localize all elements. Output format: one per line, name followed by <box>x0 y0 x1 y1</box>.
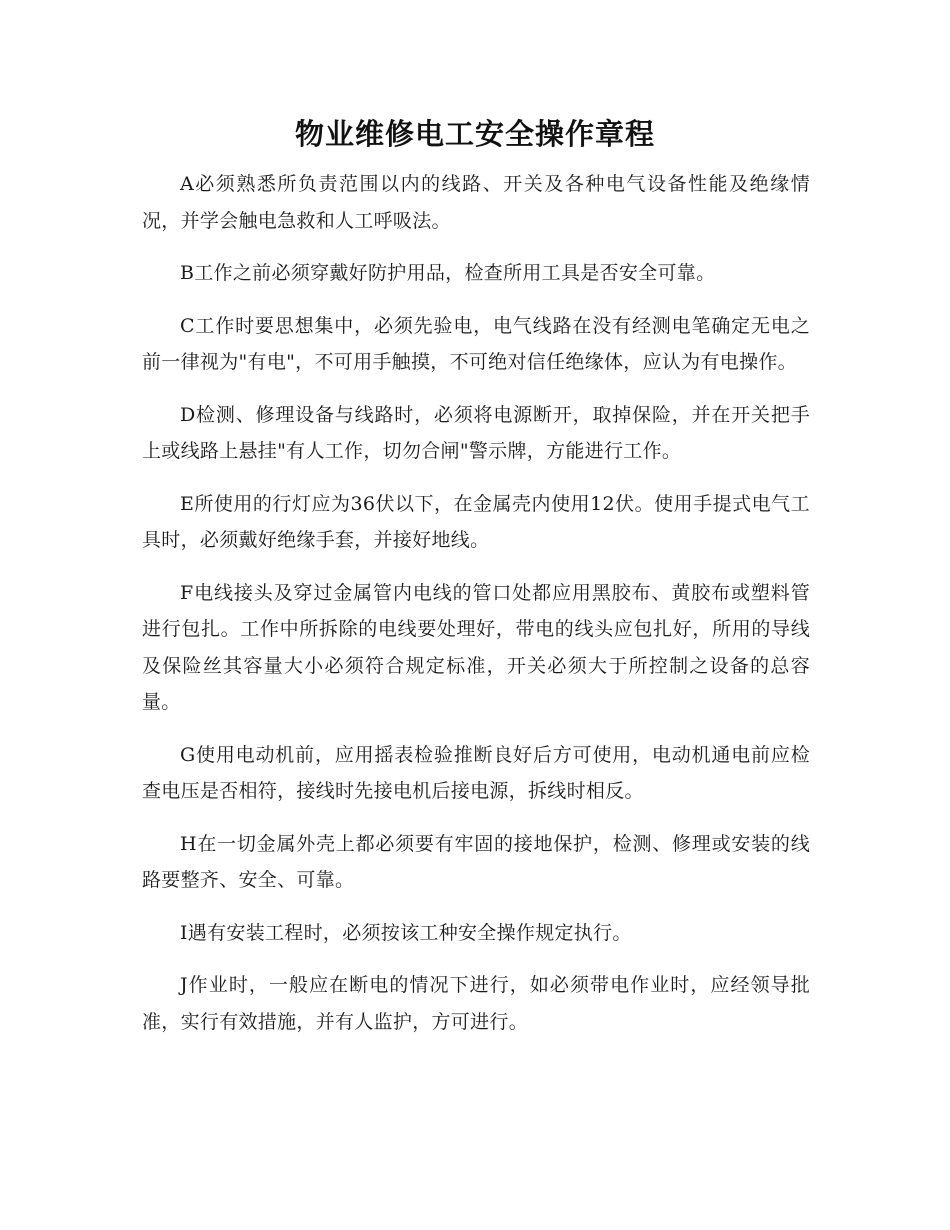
paragraph-h: H在一切金属外壳上都必须要有牢固的接地保护，检测、修理或安装的线路要整齐、安全、可靠。 <box>142 832 810 891</box>
paragraph-b: B工作之前必须穿戴好防护用品，检查所用工具是否安全可靠。 <box>180 262 716 284</box>
paragraph-e: E所使用的行灯应为36伏以下，在金属壳内使用12伏。使用手提式电气工具时，必须戴好绝缘手套，并接好地线。 <box>142 492 810 551</box>
paragraph-d: D检测、修理设备与线路时，必须将电源断开，取掉保险，并在开关把手上或线路上悬挂"有人工作，切勿合闸"警示牌，方能进行工作。 <box>142 403 810 462</box>
paragraph-i: I遇有安装工程时，必须按该工种安全操作规定执行。 <box>180 921 632 944</box>
paragraph-g: G使用电动机前，应用摇表检验推断良好后方可使用，电动机通电前应检查电压是否相符，接线时先接电机后接电源，拆线时相反。 <box>142 743 810 802</box>
paragraph-j: J作业时，一般应在断电的情况下进行，如必须带电作业时，应经领导批准，实行有效措施，并有人监护，方可进行。 <box>142 974 810 1033</box>
paragraph-f: F电线接头及穿过金属管内电线的管口处都应用黑胶布、黄胶布或塑料管进行包扎。工作中所拆除的电线要处理好，带电的线头应包扎好，所用的导线及保险丝其容量大小必须符合规定标准，开关必须大于所控制之设备的总容量。 <box>142 581 810 713</box>
paragraph-a: A必须熟悉所负责范围以内的线路、开关及各种电气设备性能及绝缘情况，并学会触电急救和人工呼吸法。 <box>142 173 810 232</box>
document-body <box>142 166 810 1056</box>
paragraph-c: C工作时要思想集中，必须先验电，电气线路在没有经测电笔确定无电之前一律视为"有电"，不可用手触摸，不可绝对信任绝缘体，应认为有电操作。 <box>142 314 810 373</box>
document-title: 物业维修电工安全操作章程 <box>294 117 655 151</box>
